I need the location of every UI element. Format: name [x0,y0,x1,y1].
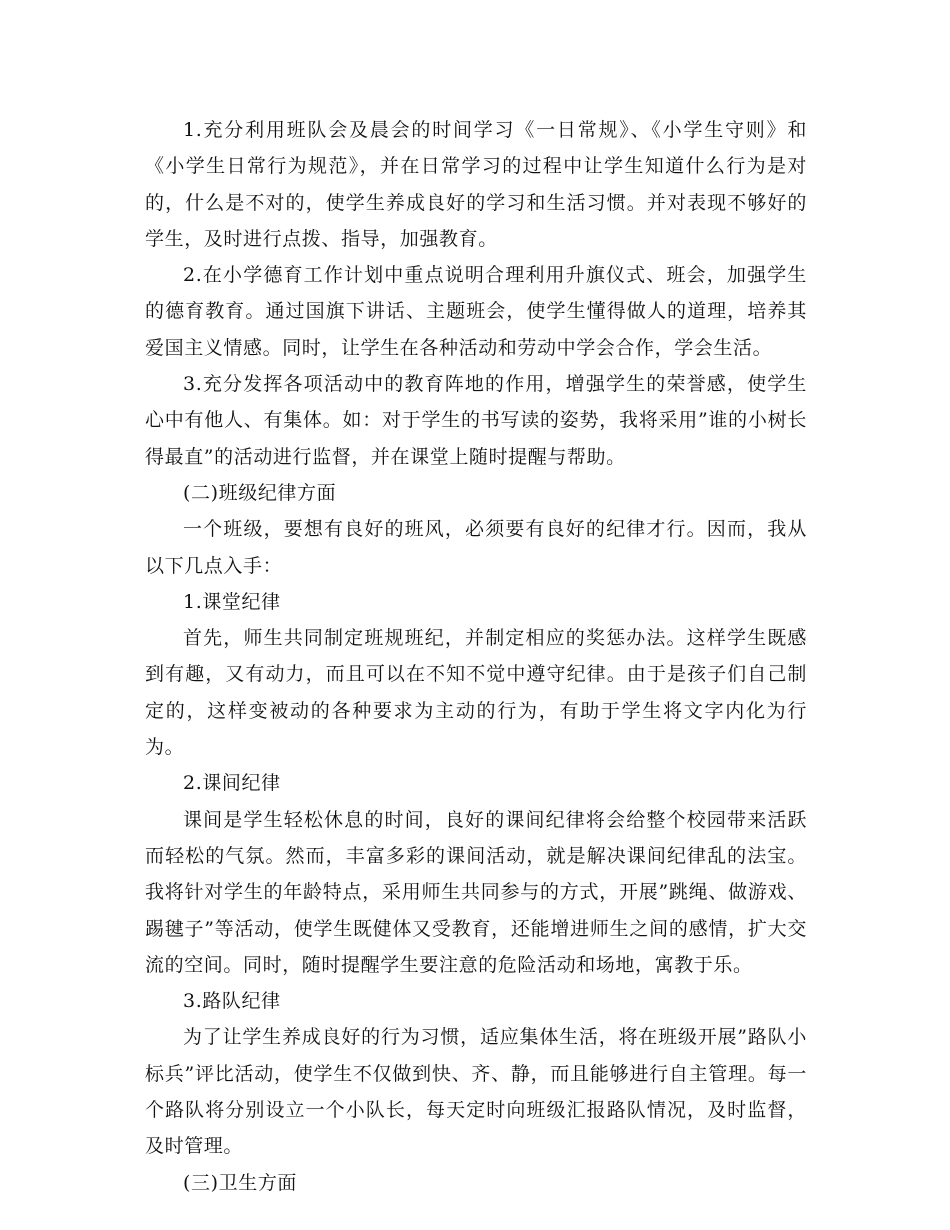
paragraph-break-discipline: 课间是学生轻松休息的时间，良好的课间纪律将会给整个校园带来活跃而轻松的气氛。然而，丰富多彩的课间活动，就是解决课间纪律乱的法宝。我将针对学生的年龄特点，采用师生共同参与的方式，开展”跳绳、做游戏、踢毽子”等活动，使学生既健体又受教育，还能增进师生之间的感情，扩大交流的空间。同时，随时提醒学生要注意的危险活动和场地，寓教于乐。 [145,808,807,976]
paragraph-moral-3: 3.充分发挥各项活动中的教育阵地的作用，增强学生的荣誉感，使学生心中有他人、有集体。如：对于学生的书写读的姿势，我将采用”谁的小树长得最直”的活动进行监督，并在课堂上随时提醒与帮助。 [145,373,807,468]
paragraph-moral-1: 1.充分利用班队会及晨会的时间学习《一日常规》、《小学生守则》和《小学生日常行为规范》，并在日常学习的过程中让学生知道什么行为是对的，什么是不对的，使学生养成良好的学习和生活习惯。并对表现不够好的学生，及时进行点拨、指导，加强教育。 [145,119,807,250]
subheading-classroom-discipline: 1.课堂纪律 [183,590,281,613]
paragraph-queue-discipline: 为了让学生养成良好的行为习惯，适应集体生活，将在班级开展”路队小标兵”评比活动，使学生不仅做到快、齐、静，而且能够进行自主管理。每一个路队将分别设立一个小队长，每天定时向班级汇报路队情况，及时监督，及时管理。 [145,1026,807,1158]
paragraph-discipline-intro: 一个班级，要想有良好的班风，必须要有良好的纪律才行。因而，我从以下几点入手： [145,518,807,577]
paragraph-moral-2: 2.在小学德育工作计划中重点说明合理利用升旗仪式、班会，加强学生的德育教育。通过国旗下讲话、主题班会，使学生懂得做人的道理，培养其爱国主义情感。同时，让学生在各种活动和劳动中学会合作，学会生活。 [145,264,807,359]
section-heading-discipline: (二)班级纪律方面 [183,481,337,504]
subheading-queue-discipline: 3.路队纪律 [183,990,281,1013]
subheading-break-discipline: 2.课间纪律 [183,772,281,795]
section-heading-hygiene: (三)卫生方面 [183,1171,298,1194]
document-body [145,112,807,1201]
paragraph-classroom-discipline: 首先，师生共同制定班规班纪，并制定相应的奖惩办法。这样学生既感到有趣，又有动力，而且可以在不知不觉中遵守纪律。由于是孩子们自己制定的，这样变被动的各种要求为主动的行为，有助于学生将文字内化为行为。 [145,627,807,759]
